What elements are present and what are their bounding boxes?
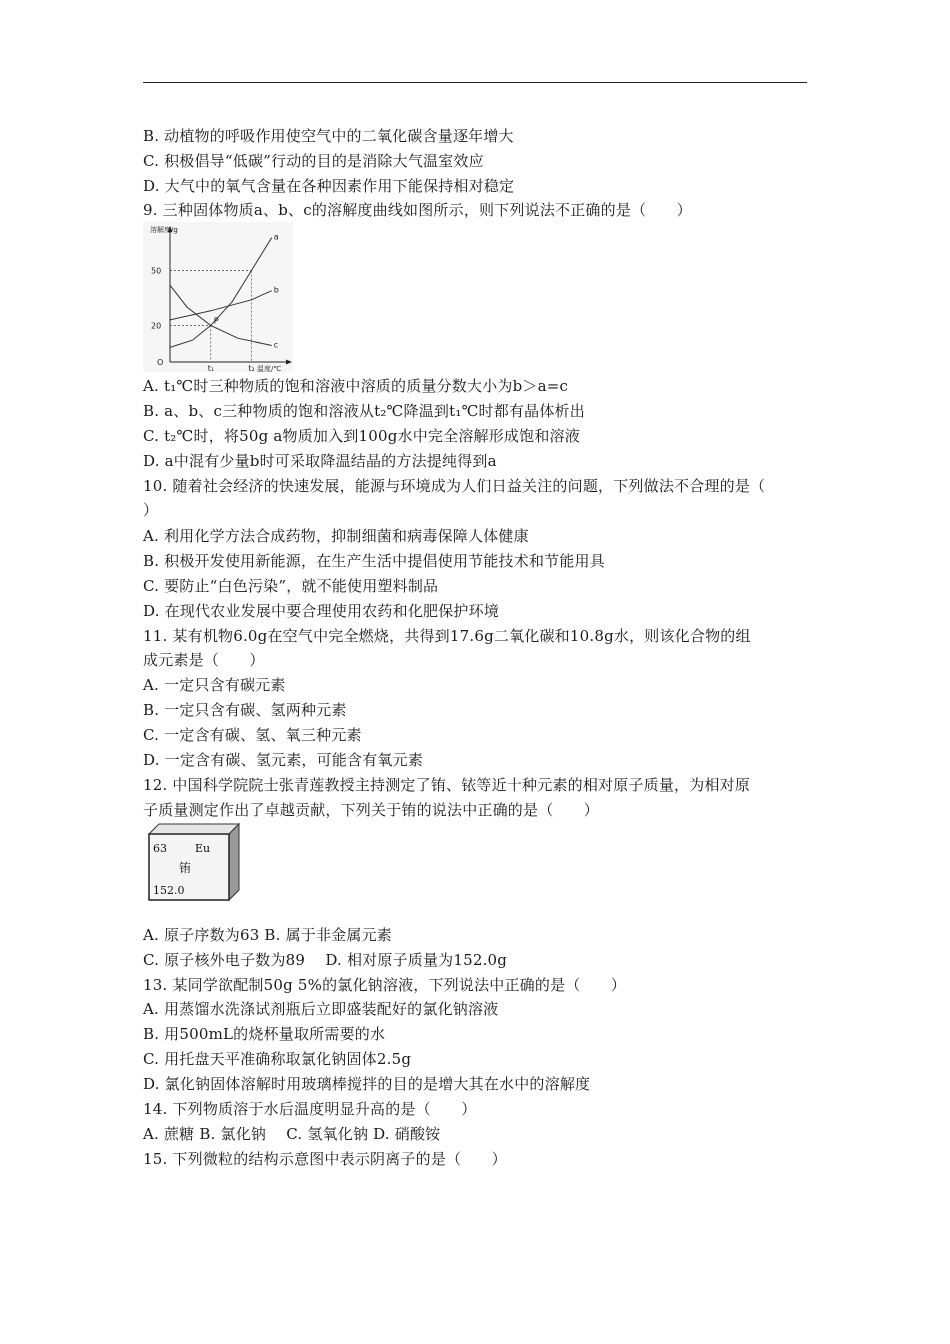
line-8b: B. 动植物的呼吸作用使空气中的二氧化碳含量逐年增大 (143, 127, 514, 145)
q13-stem: 13. 某同学欲配制50g 5%的氯化钠溶液，下列说法中正确的是（ ） (143, 976, 627, 994)
element-symbol: Eu (195, 842, 211, 855)
q13-option-c: C. 用托盘天平准确称取氯化钠固体2.5g (143, 1050, 412, 1068)
q13-option-d: D. 氯化钠固体溶解时用玻璃棒搅拌的目的是增大其在水中的溶解度 (143, 1075, 591, 1093)
q14-stem: 14. 下列物质溶于水后温度明显升高的是（ ） (143, 1100, 477, 1118)
line-8c: C. 积极倡导“低碳”行动的目的是消除大气温室效应 (143, 152, 484, 170)
atomic-number: 63 (153, 842, 167, 855)
q9-option-a: A. t₁℃时三种物质的饱和溶液中溶质的质量分数大小为b＞a=c (143, 377, 569, 395)
q15-stem: 15. 下列微粒的结构示意图中表示阴离子的是（ ） (143, 1150, 507, 1168)
q11-option-c: C. 一定含有碳、氢、氧三种元素 (143, 726, 362, 744)
series-label-c: c (273, 340, 279, 350)
line-8d: D. 大气中的氧气含量在各种因素作用下能保持相对稳定 (143, 177, 515, 195)
origin-label: O (157, 358, 164, 367)
q11-stem: 11. 某有机物6.0g在空气中完全燃烧，共得到17.6g二氧化碳和10.8g水，则该化合物的组 (143, 627, 751, 645)
atomic-mass: 152.0 (153, 884, 185, 897)
q13-option-a: A. 用蒸馏水洗涤试剂瓶后立即盛装配好的氯化钠溶液 (143, 1000, 499, 1018)
element-name: 铕 (179, 861, 192, 875)
q11-option-b: B. 一定只含有碳、氢两种元素 (143, 701, 347, 719)
y-axis-label: 溶解度/g (150, 226, 178, 234)
q12-stem: 12. 中国科学院院士张青莲教授主持测定了铕、铱等近十种元素的相对原子质量，为相对原 (143, 776, 751, 794)
q11-option-a: A. 一定只含有碳元素 (143, 676, 286, 694)
series-label-a: a (273, 232, 279, 242)
card-top-face (149, 824, 239, 834)
series-label-b: b (273, 285, 279, 295)
q9-option-d: D. a中混有少量b时可采取降温结晶的方法提纯得到a (143, 452, 497, 470)
q12-options-ab: A. 原子序数为63 B. 属于非金属元素 (143, 926, 392, 944)
q10-stem-cont: ） (143, 501, 159, 519)
card-side-face (229, 824, 239, 900)
q10-option-a: A. 利用化学方法合成药物，抑制细菌和病毒保障人体健康 (143, 527, 529, 545)
x-axis-label: 温度/℃ (257, 365, 282, 372)
q9-option-c: C. t₂℃时，将50g a物质加入到100g水中完全溶解形成饱和溶液 (143, 427, 580, 445)
y-tick-50: 50 (151, 266, 162, 276)
x-tick-t1: t₁ (207, 364, 215, 372)
point-p-label: P (213, 316, 219, 326)
header-rule (143, 82, 807, 83)
q9-stem: 9. 三种固体物质a、b、c的溶解度曲线如图所示，则下列说法不正确的是（ ） (143, 201, 692, 219)
q11-stem-cont: 成元素是（ ） (143, 651, 265, 669)
x-tick-t2: t₂ (248, 364, 255, 372)
q10-stem: 10. 随着社会经济的快速发展，能源与环境成为人们日益关注的问题，下列做法不合理的是（ (143, 477, 766, 495)
q10-option-d: D. 在现代农业发展中要合理使用农药和化肥保护环境 (143, 602, 500, 620)
q13-option-b: B. 用500mL的烧杯量取所需要的水 (143, 1025, 386, 1043)
q10-option-b: B. 积极开发使用新能源，在生产生活中提倡使用节能技术和节能用具 (143, 552, 605, 570)
q12-stem-cont: 子质量测定作出了卓越贡献，下列关于铕的说法中正确的是（ ） (143, 801, 600, 819)
q11-option-d: D. 一定含有碳、氢元素，可能含有氧元素 (143, 751, 424, 769)
q12-options-cd: C. 原子核外电子数为89 D. 相对原子质量为152.0g (143, 951, 508, 969)
y-tick-20: 20 (151, 321, 162, 331)
element-card (143, 822, 243, 902)
solubility-chart (143, 222, 293, 372)
q9-option-b: B. a、b、c三种物质的饱和溶液从t₂℃降温到t₁℃时都有晶体析出 (143, 402, 585, 420)
q14-options: A. 蔗糖 B. 氯化钠 C. 氢氧化钠 D. 硝酸铵 (143, 1125, 441, 1143)
q10-option-c: C. 要防止“白色污染”，就不能使用塑料制品 (143, 577, 439, 595)
